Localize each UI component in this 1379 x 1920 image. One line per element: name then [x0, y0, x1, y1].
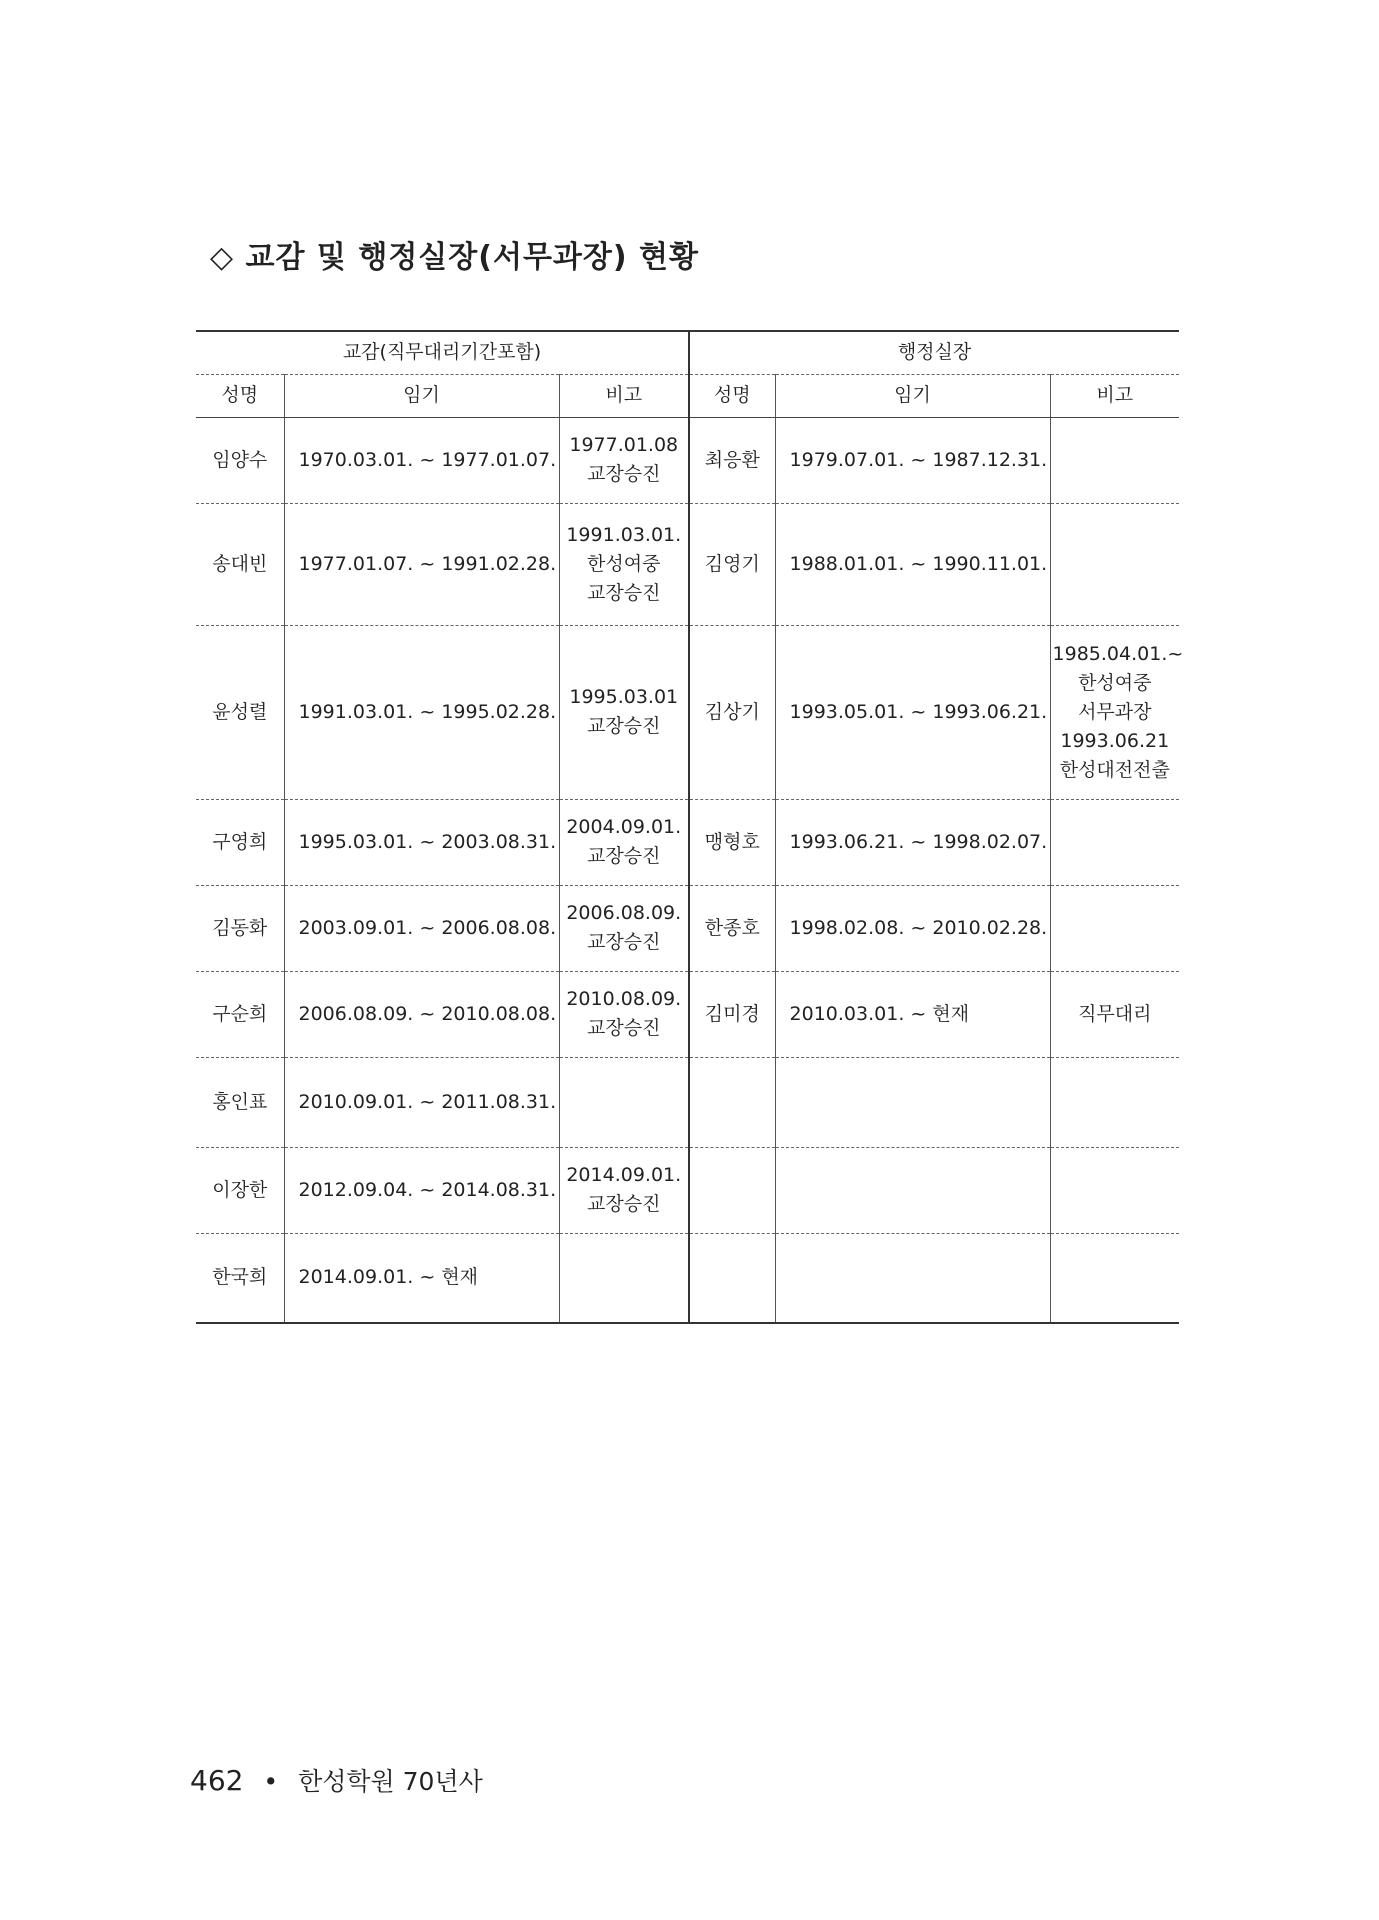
vp-note-cell [559, 1233, 689, 1323]
vp-name-cell: 김동화 [196, 885, 284, 971]
ad-note-cell [1050, 1147, 1179, 1233]
ad-term-cell: 1998.02.08. ~ 2010.02.28. [775, 885, 1050, 971]
vp-term-cell: 1977.01.07. ~ 1991.02.28. [284, 503, 559, 625]
note-line: 2004.09.01. [566, 816, 682, 838]
table-row [196, 625, 1179, 799]
vice-principal-group-header: 교감(직무대리기간포함) [196, 331, 689, 374]
vp-name-cell: 구영희 [196, 799, 284, 885]
ad-name-cell: 최응환 [689, 417, 775, 503]
table-row [196, 885, 1179, 971]
ad-note-cell [1050, 1057, 1179, 1147]
vp-term-cell: 1991.03.01. ~ 1995.02.28. [284, 625, 559, 799]
vp-name-cell: 임양수 [196, 417, 284, 503]
vp-note-cell [559, 799, 689, 885]
vp-name-cell: 윤성렬 [196, 625, 284, 799]
table-row [196, 1147, 1179, 1233]
footer-bullet: • [263, 1767, 279, 1796]
vp-term-cell: 2003.09.01. ~ 2006.08.08. [284, 885, 559, 971]
table-row [196, 799, 1179, 885]
note-line: 1991.03.01. [566, 523, 682, 546]
vp-name-header: 성명 [196, 374, 284, 417]
note-line: 한성대전전출 [1059, 758, 1170, 781]
ad-name-cell: 김미경 [689, 971, 775, 1057]
ad-note-cell [1050, 625, 1184, 799]
vp-name-cell: 한국희 [196, 1233, 284, 1323]
ad-note-header: 비고 [1050, 374, 1179, 417]
table-row [196, 1057, 1179, 1147]
vp-term-cell: 2010.09.01. ~ 2011.08.31. [284, 1057, 559, 1147]
ad-term-cell: 1979.07.01. ~ 1987.12.31. [775, 417, 1050, 503]
ad-term-cell [775, 1057, 1050, 1147]
sub-header-row [196, 374, 1179, 417]
note-line: 한성여중 [587, 552, 661, 575]
ad-note-cell [1050, 417, 1179, 503]
ad-term-cell [775, 1147, 1050, 1233]
note-line: 1977.01.08 [569, 434, 679, 456]
vp-note-cell [559, 625, 689, 799]
ad-name-cell: 맹형호 [689, 799, 775, 885]
ad-name-cell [689, 1147, 775, 1233]
note-line: 1985.04.01.~ [1052, 642, 1184, 665]
note-line: 직무대리 [1078, 1002, 1152, 1025]
note-line: 교장승진 [587, 931, 661, 953]
group-header-row [196, 331, 1179, 374]
note-line: 교장승진 [587, 715, 661, 737]
vp-term-cell: 2012.09.04. ~ 2014.08.31. [284, 1147, 559, 1233]
ad-note-cell [1050, 799, 1179, 885]
ad-term-cell: 1993.06.21. ~ 1998.02.07. [775, 799, 1050, 885]
table-row [196, 1233, 1179, 1323]
vp-note-cell [559, 885, 689, 971]
vp-name-cell: 이장한 [196, 1147, 284, 1233]
vp-term-cell: 1970.03.01. ~ 1977.01.07. [284, 417, 559, 503]
admin-chief-group-header: 행정실장 [689, 331, 1179, 374]
ad-name-cell: 김영기 [689, 503, 775, 625]
note-line: 교장승진 [587, 463, 661, 485]
ad-term-cell: 2010.03.01. ~ 현재 [775, 971, 1050, 1057]
note-line: 1995.03.01 [569, 686, 679, 708]
staff-history-table [196, 330, 1184, 1324]
ad-name-cell [689, 1233, 775, 1323]
vp-note-cell [559, 503, 689, 625]
vp-term-cell: 2006.08.09. ~ 2010.08.08. [284, 971, 559, 1057]
vp-name-cell: 홍인표 [196, 1057, 284, 1147]
ad-term-cell [775, 1233, 1050, 1323]
note-line: 2010.08.09. [566, 988, 682, 1010]
ad-name-header: 성명 [689, 374, 775, 417]
note-line: 교장승진 [587, 845, 661, 867]
vp-name-cell: 송대빈 [196, 503, 284, 625]
note-line: 2006.08.09. [566, 902, 682, 924]
page-title: ◇ 교감 및 행정실장(서무과장) 현황 [210, 240, 700, 275]
page-number: 462 [190, 1764, 244, 1797]
ad-note-cell [1050, 1233, 1179, 1323]
ad-name-cell [689, 1057, 775, 1147]
vp-term-header: 임기 [284, 374, 559, 417]
note-line: 서무과장 [1078, 700, 1152, 723]
ad-term-header: 임기 [775, 374, 1050, 417]
vp-name-cell: 구순희 [196, 971, 284, 1057]
book-title: 한성학원 70년사 [298, 1767, 483, 1796]
note-line: 한성여중 [1078, 671, 1152, 694]
vp-note-cell [559, 971, 689, 1057]
table-row [196, 417, 1179, 503]
ad-name-cell: 김상기 [689, 625, 775, 799]
ad-term-cell: 1993.05.01. ~ 1993.06.21. [775, 625, 1050, 799]
note-line: 1993.06.21 [1060, 729, 1170, 752]
note-line: 2014.09.01. [566, 1164, 682, 1186]
table-row [196, 503, 1179, 625]
ad-note-cell [1050, 885, 1179, 971]
ad-name-cell: 한종호 [689, 885, 775, 971]
note-line: 교장승진 [587, 1017, 661, 1039]
note-line: 교장승진 [587, 581, 661, 604]
vp-note-cell [559, 1057, 689, 1147]
vp-note-cell [559, 1147, 689, 1233]
ad-note-cell [1050, 503, 1179, 625]
vp-note-cell [559, 417, 689, 503]
vp-term-cell: 1995.03.01. ~ 2003.08.31. [284, 799, 559, 885]
table-row [196, 971, 1179, 1057]
vp-note-header: 비고 [559, 374, 689, 417]
note-line: 교장승진 [587, 1193, 661, 1215]
ad-term-cell: 1988.01.01. ~ 1990.11.01. [775, 503, 1050, 625]
ad-note-cell [1050, 971, 1179, 1057]
vp-term-cell: 2014.09.01. ~ 현재 [284, 1233, 559, 1323]
page-footer [190, 1762, 483, 1798]
